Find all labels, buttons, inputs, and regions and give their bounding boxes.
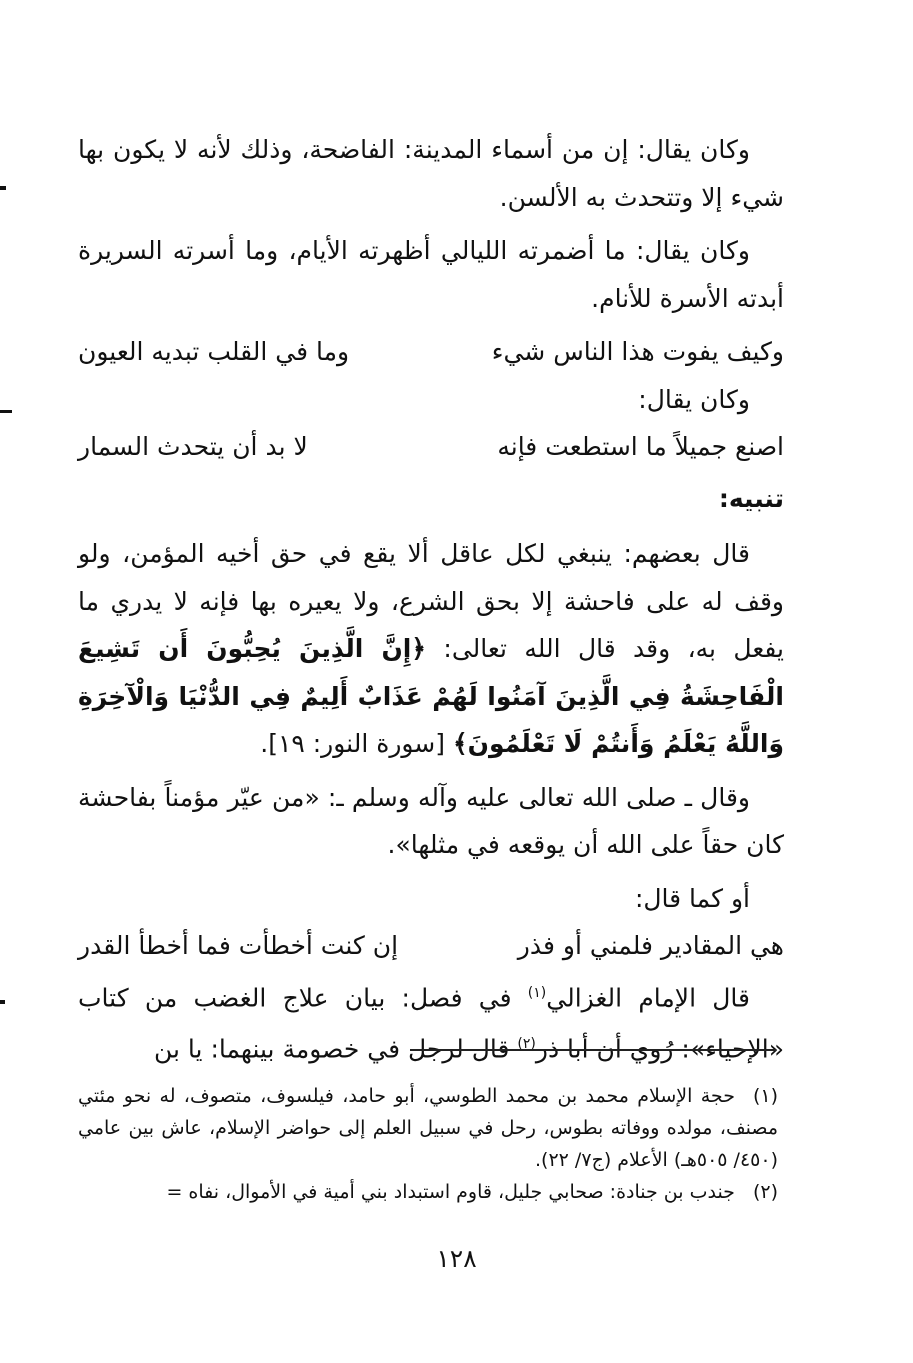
footnote-ref-2: (٢) xyxy=(517,1036,536,1053)
footnote-ref-1: (١) xyxy=(527,984,547,1001)
paragraph-3-text: قال بعضهم: ينبغي لكل عاقل ألا يقع في حق أخيه المؤمن، ولو وقف له على فاحشة إلا بحق الشرع، ولا يعيره بها فإنه لا يدري ما يفعل به، وقد قال الله تعالى: xyxy=(78,539,784,663)
paragraph-5-part-2: في فصل: بيان علاج الغضب من كتاب «الإحياء»: رُوي أن أبا ذر xyxy=(78,982,784,1064)
footnotes xyxy=(78,1080,778,1208)
verse-3-second-hemistich: إن كنت أخطأت فما أخطأ القدر xyxy=(78,931,399,960)
page-number: ١٢٨ xyxy=(436,1244,477,1273)
footnote-1-number: (١) xyxy=(752,1085,778,1107)
footnote-2 xyxy=(78,1176,778,1208)
paragraph-3 xyxy=(78,530,784,768)
paragraph-5 xyxy=(78,970,784,1074)
scan-edge-mark-top xyxy=(0,186,6,190)
main-text xyxy=(78,126,784,1079)
verse-1-second-hemistich: وما في القلب تبديه العيون xyxy=(78,337,350,366)
verse-3-intro: أو كما قال: xyxy=(634,883,750,913)
footnote-1-text: حجة الإسلام محمد بن محمد الطوسي، أبو حامد، فيلسوف، متصوف، له نحو مئتي مصنف، مولده ووفاته بطوس، رحل في سبيل العلم إلى حواضر الإسلام، عاش بين عامي (٤٥٠/ ٥٠٥هـ) الأعلام (ج٧/ ٢٢). xyxy=(78,1085,778,1171)
paragraph-5-part-3: قال لرجل في خصومة بينهما: يا بن xyxy=(153,1034,518,1064)
paragraph-5-part-1: قال الإمام الغزالي xyxy=(546,982,750,1012)
quran-verse: ﴿إِنَّ الَّذِينَ يُحِبُّونَ أَن تَشِيعَ الْفَاحِشَةُ فِي الَّذِينَ آمَنُوا لَهُمْ عَذَابٌ أَلِيمٌ فِي الدُّنْيَا وَالْآخِرَةِ وَاللَّهُ يَعْلَمُ وَأَنتُمْ لَا تَعْلَمُونَ﴾ xyxy=(78,634,784,758)
footnote-2-number: (٢) xyxy=(752,1181,778,1203)
paragraph-2: وكان يقال: ما أضمرته الليالي أظهرته الأيام، وما أسرته السريرة أبدته الأسرة للأنام. xyxy=(78,236,784,313)
verse-3-first-hemistich: هي المقادير فلمني أو فذر xyxy=(517,931,784,960)
verse-3 xyxy=(78,922,784,970)
scan-edge-mark-middle xyxy=(0,410,12,413)
verse-1 xyxy=(78,328,784,376)
section-heading: تنبيه: xyxy=(718,483,784,513)
paragraph-4: وقال ـ صلى الله تعالى عليه وآله وسلم ـ: «من عيّر مؤمناً بفاحشة كان حقاً على الله أن يوقعه في مثلها». xyxy=(78,782,784,859)
verse-2-intro: وكان يقال: xyxy=(638,384,750,414)
footnote-1 xyxy=(78,1080,778,1176)
verse-2-second-hemistich: لا بد أن يتحدث السمار xyxy=(78,432,308,461)
footnote-2-text: جندب بن جنادة: صحابي جليل، قاوم استبداد بني أمية في الأموال، نفاه = xyxy=(166,1181,735,1203)
verse-2-first-hemistich: اصنع جميلاً ما استطعت فإنه xyxy=(497,432,784,461)
scan-edge-mark-bottom xyxy=(0,1000,5,1004)
verse-1-first-hemistich: وكيف يفوت هذا الناس شيء xyxy=(491,337,784,366)
paragraph-1: وكان يقال: إن من أسماء المدينة: الفاضحة، وذلك لأنه لا يكون بها شيء إلا وتتحدث به الألسن. xyxy=(78,135,784,212)
quran-reference: [سورة النور: ١٩]. xyxy=(260,729,446,758)
footnote-separator xyxy=(410,1049,776,1051)
verse-2 xyxy=(78,423,784,471)
